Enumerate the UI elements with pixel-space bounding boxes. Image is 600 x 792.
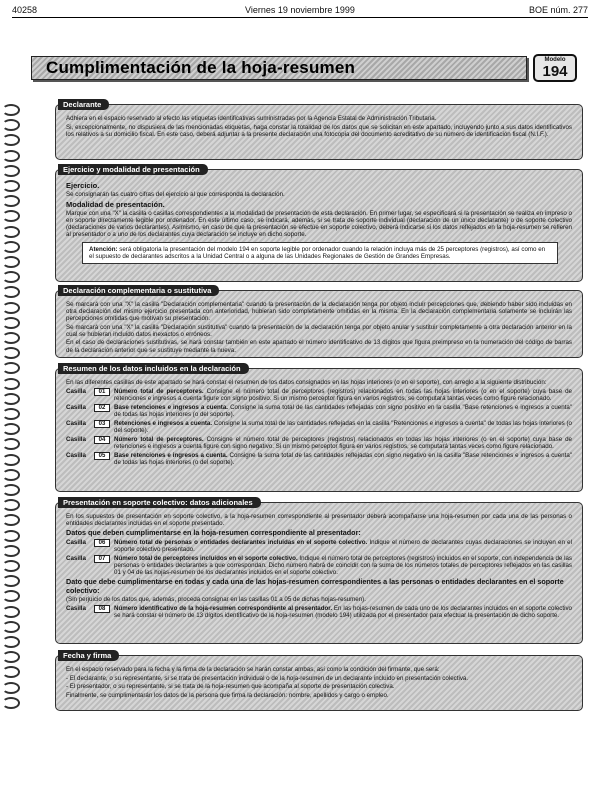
casilla-label: Casilla [66,538,86,546]
binding-ring [2,180,20,192]
paragraph: - El declarante, o su representante, si se trata de presentación individual o de la hoja-resumen de un declarante incluido en presentación colectiva. [66,674,469,682]
casilla-heading: Número identificativo de la hoja-resumen correspondiente al presentador. [114,604,333,612]
binding-ring [2,666,20,678]
binding-ring [2,286,20,298]
section-fecha [55,655,583,711]
casilla-label: Casilla [66,387,86,395]
binding-ring [2,271,20,283]
binding-ring [2,226,20,238]
binding-ring [2,210,20,222]
paragraph: En los supuestos de presentación en soporte colectivo, a la hoja-resumen correspondiente al presentador deberá acompañarse una hoja-resumen por cada una de las personas o entidades declarantes incluidas en el soporte presentado. [66,513,572,528]
paragraph: Marque con una "X" la casilla o casillas correspondientes a la modalidad de presentación de esta declaración. En primer lugar, se especificará si la presentación se realiza en impreso o en soporte directamente legible por ordenador. En este último caso, se indicará, además, si se trata de soporte individual (declaración de un único declarante) o de soporte colectivo (declaraciones de varios declarantes). Asimismo, en caso de que la presentación se efectúe en soporte colectivo, deberá indicarse si los datos reflejados en la hoja-resumen se refieren al presentador o a uno de los declarantes cuya declaración se incluye en dicho soporte. [66,209,572,238]
binding-ring [2,469,20,481]
casilla-row [66,555,572,576]
subheading-modalidad: Modalidad de presentación. [66,199,165,209]
casilla-heading: Base retenciones e ingresos a cuenta. [114,452,228,460]
model-number: 194 [542,63,568,80]
casilla-row [66,388,572,402]
casilla-heading: Número total de perceptores incluidos en el soporte colectivo. [114,554,298,562]
paragraph: En el caso de declaraciones sustitutivas, se hará constar también en este apartado el número identificativo de 13 dígitos que figura preimpreso en la numeración del código de barras de la declaración anterior que se sustituye mediante la nueva. [66,339,572,354]
binding-ring [2,393,20,405]
casilla-label: Casilla [66,436,86,444]
spiral-binding [2,104,20,720]
binding-ring [2,423,20,435]
binding-ring [2,165,20,177]
subheading-declarantes: Dato que debe cumplimentarse en todas y cada una de las hojas-resumen correspondientes a las personas o entidades declarantes en el soporte colectivo: [66,577,564,595]
binding-ring [2,347,20,359]
casilla-text [114,388,572,402]
casilla-label: Casilla [66,419,86,427]
casilla-description: Consigne la suma total de las cantidades reflejadas con signo negativo en la casilla "Base retenciones e ingresos a cuenta" de todas las hojas interiores (o del soporte). [114,452,572,467]
casilla-description: Consigne la suma total de las cantidades reflejadas en la casilla "Retenciones e ingresos a cuenta" de todas las hojas interiores (o del soporte). [114,419,572,435]
casilla-heading: Base retenciones e ingresos a cuenta. [114,403,229,411]
casilla-number: 07 [94,555,110,563]
casilla-number: 08 [94,605,110,613]
page-title: Cumplimentación de la hoja-resumen [46,58,356,77]
binding-ring [2,560,20,572]
binding-ring [2,362,20,374]
paragraph: Adhiera en el espacio reservado al efecto las etiquetas identificativas suministradas por la Agencia Estatal de Administración Tributaria. [66,115,437,122]
section-complementaria [55,290,583,358]
binding-ring [2,302,20,314]
section-title-complementaria: Declaración complementaria o sustitutiva [58,285,219,296]
binding-ring [2,150,20,162]
publication-date: Viernes 19 noviembre 1999 [245,5,355,15]
binding-ring [2,408,20,420]
journal-issue: BOE núm. 277 [528,5,588,15]
section-ejercicio [55,169,583,282]
paragraph: Si, excepcionalmente, no dispusiera de las mencionadas etiquetas, haga constar la totalidad de los datos que se solicitan en este apartado, incluyendo junto a sus datos identificativos los relativos a su domicilio fiscal. En este caso, deberá adjuntar a la presente declaración una fotocopia del documento acreditativo de su número de identificación fiscal (N.I.F.). [66,123,572,138]
casilla-text [114,452,572,466]
subheading-presentador: Datos que deben cumplimentarse en la hoja-resumen correspondiente al presentador: [66,528,361,538]
binding-ring [2,545,20,557]
binding-ring [2,454,20,466]
binding-ring [2,134,20,146]
binding-ring [2,636,20,648]
casilla-heading: Retenciones e ingresos a cuenta. [114,419,213,427]
casilla-label: Casilla [66,604,86,612]
binding-ring [2,651,20,663]
paragraph: Se consignarán las cuatro cifras del ejercicio al que corresponda la declaración. [66,191,285,198]
paragraph: Se marcará con una "X" la casilla "Declaración sustitutiva" cuando la presentación de la declaración tenga por objeto anular y sustituir completamente a otra declaración anterior en la cual se hubieran incluido datos inexactos o erróneos. [66,323,572,338]
section-title-resumen: Resumen de los datos incluidos en la declaración [58,363,249,374]
attention-text: será obligatoria la presentación del modelo 194 en soporte legible por ordenador cuando la relación incluya más de 25 perceptores (registros), así como en el supuesto de declarantes adscritos a la Unidad Central o a alguna de las Unidades Regionales de Gestión de Grandes Empresas. [89,245,546,261]
paragraph: - El presentador, o su representante, si se trata de la hoja-resumen que acompaña al soporte de presentación colectiva. [66,683,395,691]
paragraph: En las diferentes casillas de este apartado se hará constar el resumen de los datos consignados en las hojas interiores (o en el soporte), con arreglo a la siguiente distribución: [66,379,547,386]
binding-ring [2,530,20,542]
section-title-ejercicio: Ejercicio y modalidad de presentación [58,164,208,175]
casilla-number: 03 [94,420,110,428]
casilla-label: Casilla [66,403,86,411]
casilla-number: 04 [94,436,110,444]
binding-ring [2,317,20,329]
section-soporte [55,502,583,644]
binding-ring [2,195,20,207]
paragraph: (Sin perjuicio de los datos que, además, proceda consignar en las casillas 01 a 05 de dichas hojas-resumen). [66,596,366,604]
paragraph: Finalmente, se cumplimentarán los datos de la persona que firma la declaración: nombre, apellidos y cargo o empleo. [66,691,389,699]
paragraph: En el espacio reservado para la fecha y la firma de la declaración se harán constar ambas, así como la condición del firmante, que será: [66,666,440,673]
binding-ring [2,378,20,390]
binding-ring [2,606,20,618]
binding-ring [2,682,20,694]
binding-ring [2,514,20,526]
casilla-row [66,605,572,619]
casilla-number: 01 [94,388,110,396]
casilla-description: Consigne la suma total de las cantidades reflejadas con signo positivo en la casilla "Base retenciones e ingresos a cuenta" de todas las hojas interiores (o del soporte). [114,403,572,418]
casilla-row [66,436,572,450]
binding-ring [2,438,20,450]
casilla-text [114,539,572,553]
casilla-description: Consigne el número total de perceptores (registros) relacionados en todas las hojas interiores (o en el soporte) cuya base de retenciones e ingresos a cuenta figure con signo negativo. Si un mismo perceptor figura en varios registros, se computará tantas veces como figure relacionado. [114,436,572,451]
casilla-number: 06 [94,539,110,547]
binding-ring [2,104,20,116]
section-title-declarante: Declarante [58,99,109,110]
subheading-ejercicio: Ejercicio. [66,181,100,190]
title-banner [31,56,527,80]
casilla-row [66,539,572,553]
section-title-soporte: Presentación en soporte colectivo: datos adicionales [58,497,261,508]
binding-ring [2,484,20,496]
casilla-text [114,436,572,450]
casilla-row [66,404,572,418]
casilla-label: Casilla [66,554,86,562]
casilla-description: Indique el número total de perceptores (registros) incluidos en el soporte, con independencia de las personas o entidades declarantes a que correspondan. Dicho número habrá de coincidir con la suma de los números totales de perceptores reflejados en las casillas 01 y 04 de las hojas-resumen de los declarantes incluidos en el soporte colectivo. [114,554,572,577]
model-badge [533,54,577,82]
casilla-row [66,420,572,434]
casilla-text [114,404,572,418]
binding-ring [2,256,20,268]
casilla-label: Casilla [66,452,86,460]
casilla-text [114,420,572,434]
section-resumen [55,368,583,492]
binding-ring [2,590,20,602]
attention-note [82,242,558,264]
casilla-text [114,555,572,576]
casilla-number: 05 [94,452,110,460]
binding-ring [2,241,20,253]
casilla-description: En las hojas-resumen de cada uno de los declarantes incluidos en el soporte colectivo se hará constar el número de 13 dígitos identificativo de la hoja-resumen (modelo 194) utilizada por el presentador para efectuar la presentación de dicho soporte. [114,604,572,619]
binding-ring [2,499,20,511]
binding-ring [2,697,20,709]
section-declarante [55,104,583,160]
casilla-text [114,605,572,619]
attention-label: Atención: [89,245,118,253]
casilla-description: Consigne el número total de perceptores (registros) relacionados en todas las hojas interiores (o en el soporte) cuya base de retenciones e ingresos a cuenta figure con signo positivo. Si un mismo perceptor figura en varios registros, se computará tantas veces como figure relacionado. [114,387,572,402]
page-header [12,4,588,18]
casilla-description: Indique el número de declarantes cuyas declaraciones se incluyen en el soporte colectivo presentado. [114,538,572,553]
casilla-row [66,452,572,466]
binding-ring [2,621,20,633]
casilla-number: 02 [94,404,110,412]
casilla-heading: Número total de personas o entidades declarantes incluidas en el soporte colectivo. [114,538,368,546]
section-title-fecha: Fecha y firma [58,650,119,661]
page-number: 40258 [12,5,38,15]
casilla-heading: Número total de perceptores. [114,387,204,395]
paragraph: Se marcará con una "X" la casilla "Declaración complementaria" cuando la presentación de la declaración tenga por objeto incluir percepciones que, debiendo haber sido incluidas en otra declaración del mismo ejercicio presentada con anterioridad, hubieran sido completamente omitidas en la misma. En la declaración complementaria solamente se incluirán las percepciones omitidas que motivan su presentación. [66,301,572,323]
casilla-heading: Número total de perceptores. [114,436,204,444]
model-label: Modelo [544,57,566,63]
binding-ring [2,332,20,344]
binding-ring [2,575,20,587]
binding-ring [2,119,20,131]
